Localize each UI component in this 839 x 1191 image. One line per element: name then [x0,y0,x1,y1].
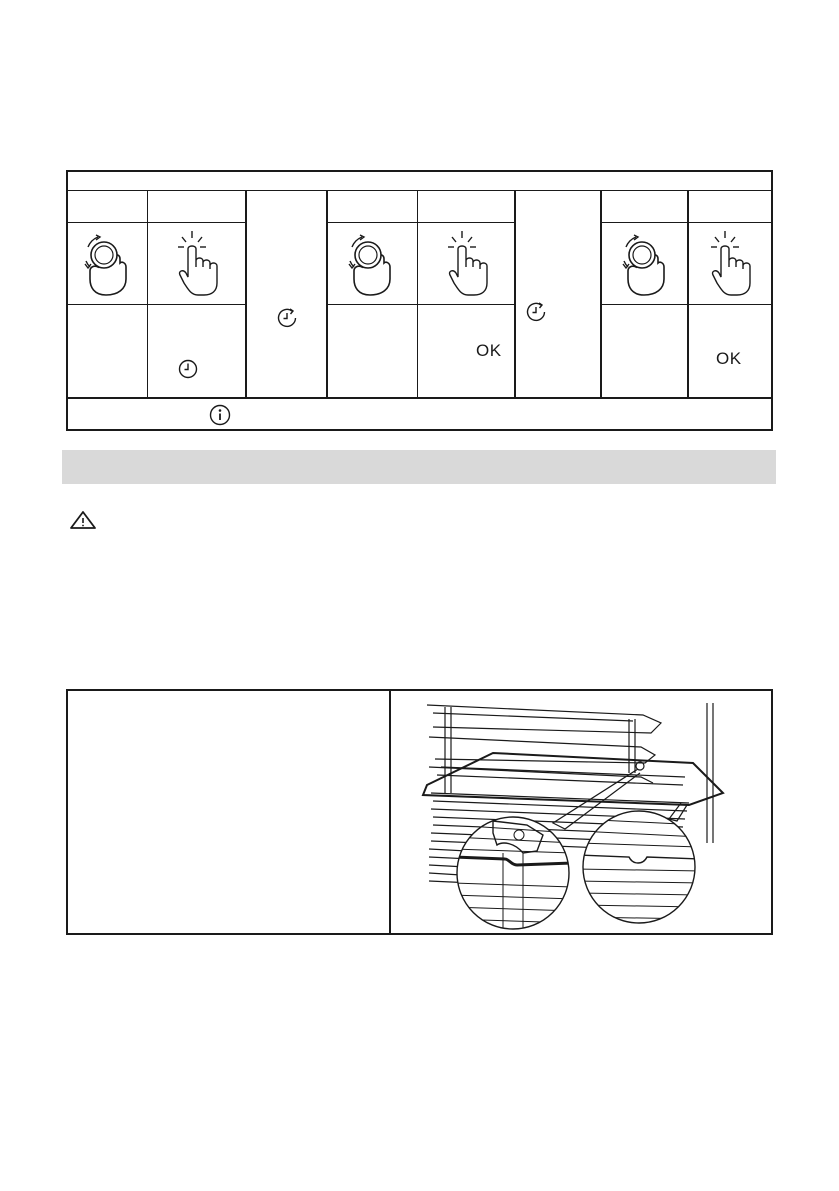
finger-tap-icon [707,229,757,299]
knob-turn-icon [76,231,136,297]
warning-triangle-icon [69,510,97,530]
section-heading-bar [62,450,776,484]
table-footer-row [68,397,771,431]
step-column-1 [68,191,147,397]
step-text-cell [148,305,245,397]
merged-step-cell [516,191,600,397]
step-header [148,191,245,223]
finger-tap-icon [174,229,224,299]
timer-icon [526,301,548,323]
step-header [68,191,147,223]
knob-turn-icon [614,231,674,297]
step-icon-cell [602,223,687,305]
timer-icon [277,307,299,329]
step-text-cell [602,305,687,397]
step-text-cell [689,305,771,397]
step-column-5 [417,191,514,397]
step-icon-cell [328,223,417,305]
clock-icon [178,359,198,379]
merged-step-cell [247,191,326,397]
step-header [328,191,417,223]
oven-shelf-illustration [393,693,771,933]
box-divider [389,691,391,933]
step-text-cell [418,305,514,397]
step-header [689,191,771,223]
shelf-instruction-box [66,689,773,935]
knob-turn-icon [340,231,400,297]
step-icon-cell [689,223,771,305]
finger-tap-icon [444,229,494,299]
step-header [418,191,514,223]
ok-label: OK [476,341,502,360]
step-header [602,191,687,223]
step-column-3 [245,191,326,397]
step-text-cell [68,305,147,397]
step-column-4 [326,191,417,397]
info-icon [209,404,231,426]
ok-label: OK [716,349,742,368]
step-column-8 [687,191,771,397]
step-text-cell [328,305,417,397]
table-title-row [68,172,771,191]
step-column-7 [600,191,687,397]
step-column-6 [514,191,600,397]
step-icon-cell [148,223,245,305]
step-column-2 [147,191,245,397]
step-icon-cell [68,223,147,305]
step-icon-cell [418,223,514,305]
steps-table [66,170,773,431]
